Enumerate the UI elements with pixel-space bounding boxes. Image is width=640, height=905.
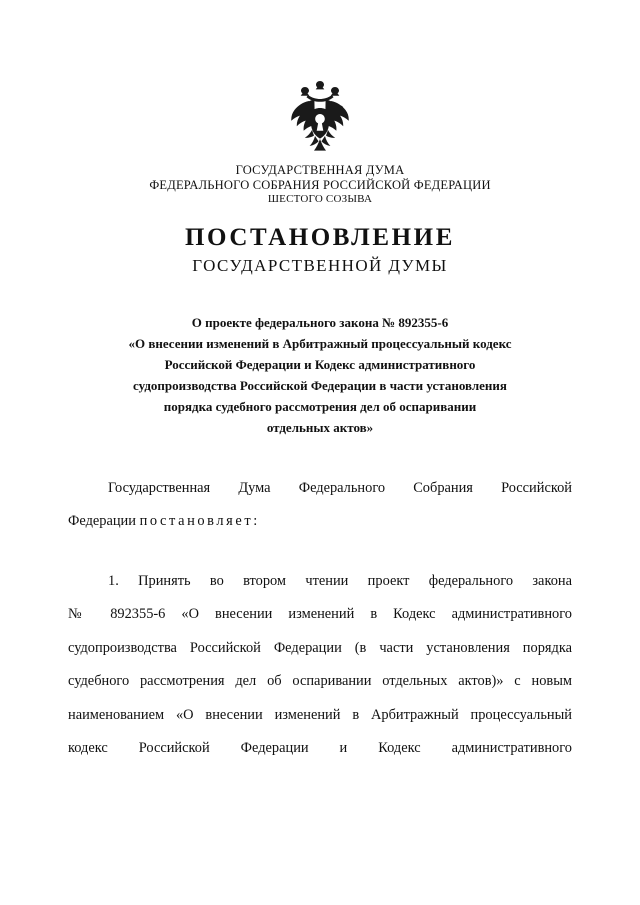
clause-1-line-5: [68, 699, 572, 732]
paragraph-gap: [68, 539, 572, 565]
organization-heading: [0, 163, 640, 205]
org-line-duma: ГОСУДАРСТВЕННАЯ ДУМА: [235, 163, 405, 177]
subject-line: О проекте федерального закона № 892355-6: [191, 315, 449, 330]
russian-coat-of-arms-icon: [285, 78, 355, 158]
clause-1-text: судебного рассмотрения дел об оспаривании отдельных актов)» с новым: [68, 673, 572, 690]
page-title: ПОСТАНОВЛЕНИЕ: [184, 224, 456, 251]
org-line-convocation: ШЕСТОГО СОЗЫВА: [267, 192, 373, 205]
subject-line: порядка судебного рассмотрения дел об оспаривании: [163, 399, 477, 415]
clause-1-text: Принять во втором чтении проект федерального закона: [138, 572, 572, 589]
emblem-container: [0, 78, 640, 158]
preamble-text-2: Федерации: [68, 513, 136, 530]
clause-1-line-6: [68, 732, 572, 765]
clause-1-line-4: [68, 665, 572, 698]
preamble-postanovlyaet: постановляет:: [139, 513, 260, 530]
clause-1-text: кодекс Российской Федерации и Кодекс административного: [68, 739, 572, 756]
org-line-federal-assembly: ФЕДЕРАЛЬНОГО СОБРАНИЯ РОССИЙСКОЙ ФЕДЕРАЦИИ: [149, 177, 491, 192]
clause-1-text: № 892355-6 «О внесении изменений в Кодекс административного: [68, 606, 572, 623]
subject-line: «О внесении изменений в Арбитражный процессуальный кодекс: [128, 336, 512, 352]
subject-line: судопроизводства Российской Федерации в части установления: [133, 378, 507, 394]
document-subject: [92, 312, 548, 438]
clause-1-text: судопроизводства Российской Федерации (в части установления порядка: [68, 639, 572, 656]
preamble-line-2: [68, 505, 572, 538]
subject-line: Российской Федерации и Кодекс административного: [164, 357, 476, 373]
preamble-text-1: Государственная Дума Федерального Собрания Российской: [108, 480, 572, 496]
clause-1-text: наименованием «О внесении изменений в Арбитражный процессуальный: [68, 706, 572, 723]
document-body: [68, 472, 572, 765]
clause-1-line-3: [68, 632, 572, 665]
preamble-line-1: [68, 472, 572, 505]
clause-1-line-1: [68, 565, 572, 598]
page-subtitle: ГОСУДАРСТВЕННОЙ ДУМЫ: [192, 256, 448, 275]
clause-number: 1.: [108, 572, 119, 589]
clause-1-line-2: [68, 598, 572, 631]
subject-line: отдельных актов»: [266, 420, 374, 436]
